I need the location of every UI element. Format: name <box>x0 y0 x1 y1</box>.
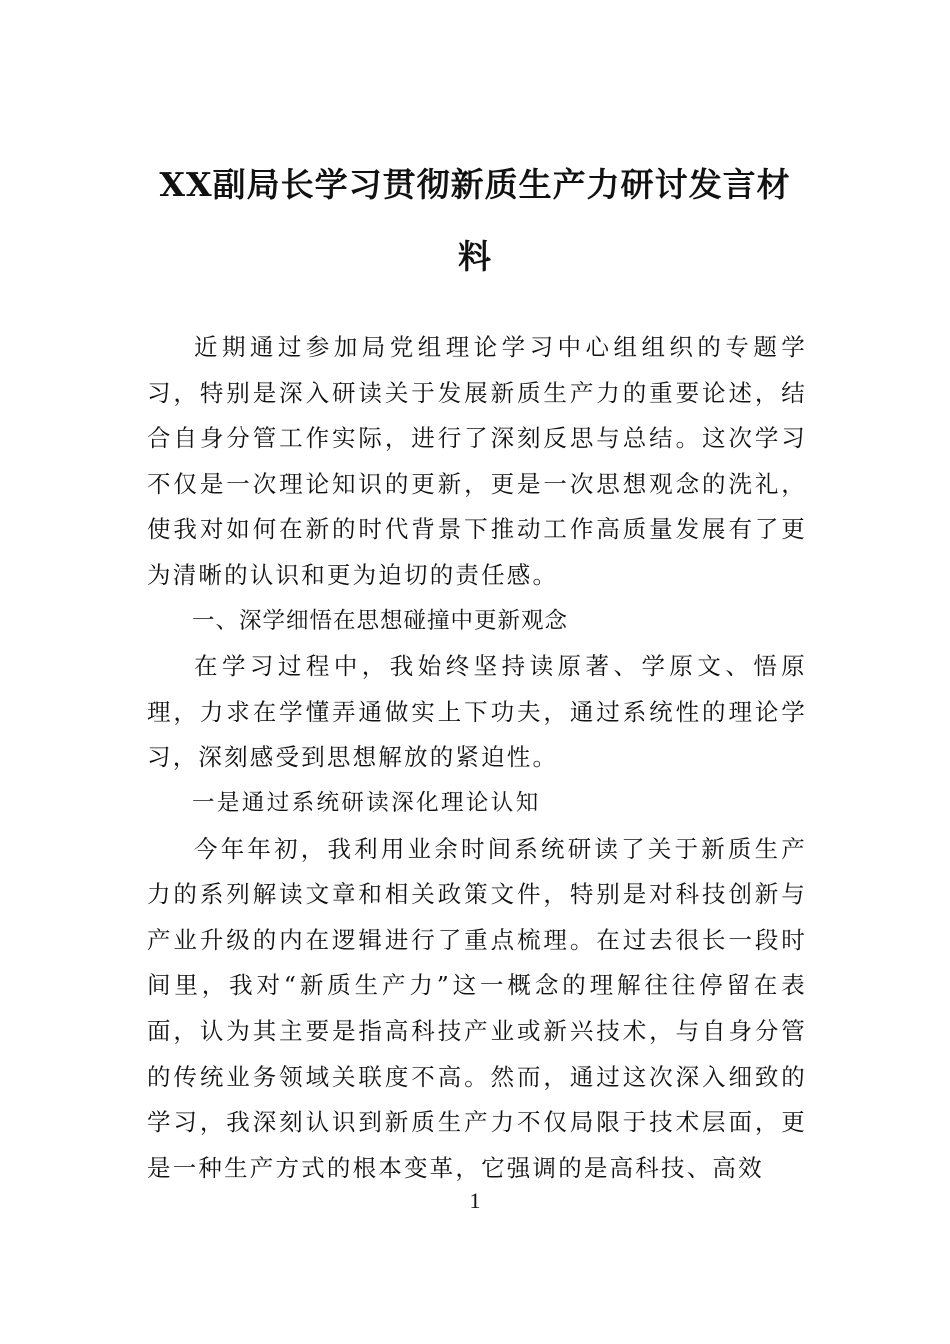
subsection-heading-1: 一是通过系统研读深化理论认知 <box>192 789 541 816</box>
section-heading-1: 一、深学细悟在思想碰撞中更新观念 <box>192 607 569 634</box>
document-title-line-1: XX副局长学习贯彻新质生产力研讨发言材 <box>159 165 791 204</box>
subsection-1-paragraph: 今年年初，我利用业余时间系统研读了关于新质生产力的系列解读文章和相关政策文件，特别是对科技创新与产业升级的内在逻辑进行了重点梳理。在过去很长一段时间里，我对“新质生产力”这一概念的理解往往停留在表面，认为其主要是指高科技产业或新兴技术，与自身分管的传统业务领域关联度不高。然而，通过这次深入细致的学习，我深刻认识到新质生产力不仅局限于技术层面，更是一种生产方式的根本变革，它强调的是高科技、高效 <box>147 834 807 1182</box>
document-title-line-2: 料 <box>458 237 492 276</box>
intro-paragraph: 近期通过参加局党组理论学习中心组组织的专题学习，特别是深入研读关于发展新质生产力的重要论述，结合自身分管工作实际，进行了深刻反思与总结。这次学习不仅是一次理论知识的更新，更是一次思想观念的洗礼，使我对如何在新的时代背景下推动工作高质量发展有了更为清晰的认识和更为迫切的责任感。 <box>147 333 807 589</box>
page-number: 1 <box>469 1188 481 1213</box>
section-1-paragraph: 在学习过程中，我始终坚持读原著、学原文、悟原理，力求在学懂弄通做实上下功夫，通过系统性的理论学习，深刻感受到思想解放的紧迫性。 <box>147 652 807 772</box>
document-body <box>147 325 807 1191</box>
